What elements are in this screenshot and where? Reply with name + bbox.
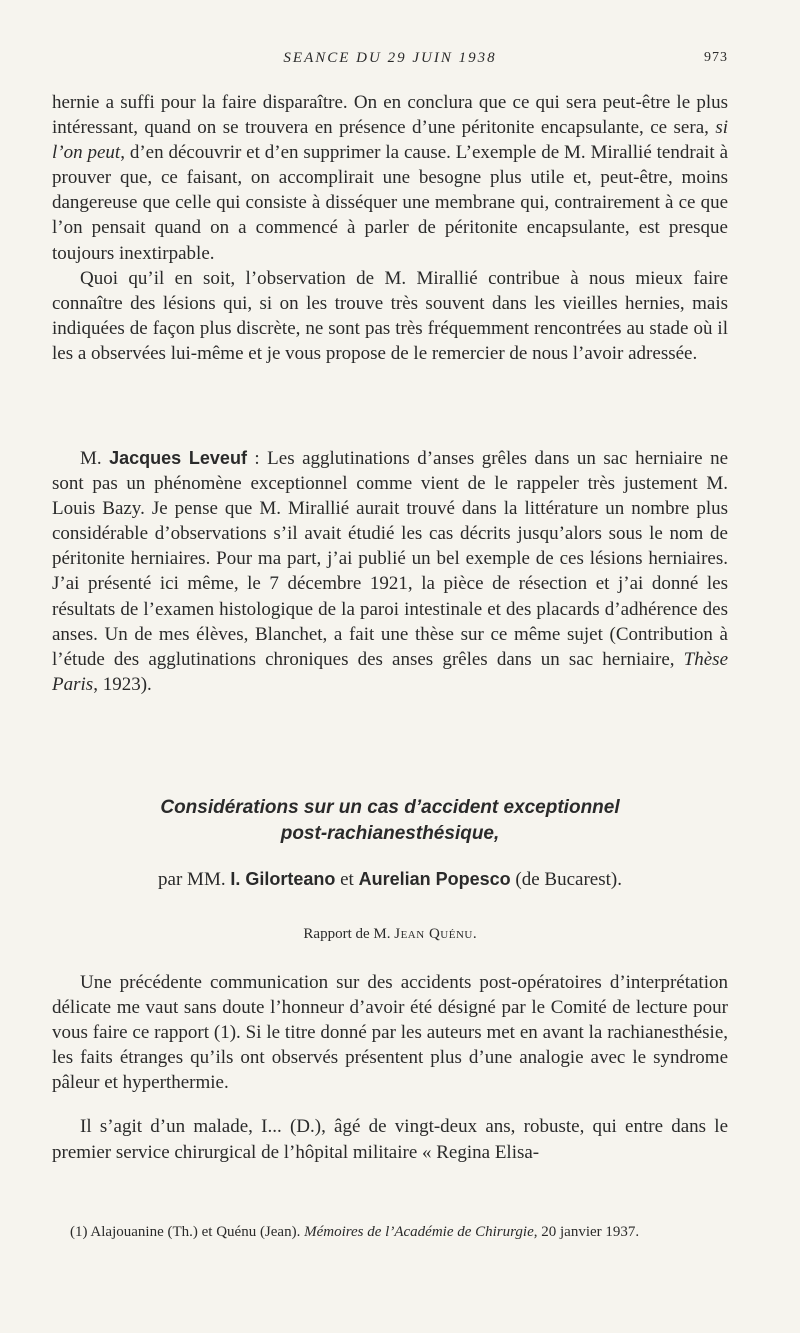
text-run: , d’en découvrir et d’en supprimer la cause. L’exemple de M. Mirallié tendrait à prouver que, ce faisant, on accomplirait une besogne plus utile et, peut-être, moins dangereuse que celle qui consiste à disséquer une membrane qui, contrairement à ce que l’on pensait quand on a commencé à parler de péritonite encapsulante, est presque toujours inextirpable. <box>52 142 729 264</box>
author-name: I. Gilorteano <box>230 869 336 889</box>
running-title: SEANCE DU 29 JUIN 1938 <box>283 50 497 66</box>
authors-line <box>52 869 728 891</box>
rapport-line <box>52 926 728 943</box>
text-run: : Les agglutinations d’anses grêles dans un sac herniaire ne sont pas un phénomène exceptionnel comme vient de le rappeler très justement M. Louis Bazy. Je pense que M. Mirallié aurait trouvé dans la littérature un nombre plus considérable d’observations s’il avait étudié les cas décrits jusqu’alors sous le nom de péritonite herniaires. Pour ma part, j’ai publié un bel exemple de ces lésions herniaires. J’ai présenté ici même, le 7 décembre 1921, la pièce de résection et j’ai donné les résultats de l’examen histologique de la paroi intestinale et des placards d’adhérence des anses. Un de mes élèves, Blanchet, a fait une thèse sur ce même sujet (Contribution à l’étude des agglutinations chroniques des anses grêles dans un sac herniaire, <box>52 448 729 670</box>
emphasis: si l’on peut <box>52 117 728 164</box>
paragraph: Il s’agit d’un malade, I... (D.), âgé de vingt-deux ans, robuste, qui entre dans le premier service chirurgical de l’hôpital militaire « Regina Elisa- <box>52 1116 728 1163</box>
paragraph: Quoi qu’il en soit, l’observation de M. Mirallié contribue à nous mieux faire connaître des lésions qui, si on les trouve très souvent dans les vieilles hernies, mais indiquées de façon plus discrète, ne sont pas très fréquemment rencontrées au stade où il les a observées lui-même et je vous propose de le remercier de nous l’avoir adressée. <box>52 267 728 364</box>
text-run: (de Bucarest). <box>510 869 622 890</box>
text-run: (1) Alajouanine (Th.) et Quénu (Jean). <box>70 1224 305 1240</box>
paragraph <box>52 90 728 266</box>
continuation-text <box>52 90 728 366</box>
paragraph: Une précédente communication sur des accidents post-opératoires d’interprétation délicate me vaut sans doute l’honneur d’avoir été désigné par le Comité de lecture pour vous faire ce rapport (1). Si le titre donné par les auteurs met en avant la rachianesthésie, les faits étranges qu’ils ont observés présentent plus d’une analogie avec le syndrome pâleur et hyperthermie. <box>52 972 728 1094</box>
title-line: post-rachianesthésique, <box>280 823 500 844</box>
text-run: M. <box>80 448 110 469</box>
author-name: Aurelian Popesco <box>358 869 511 889</box>
text-run: hernie a suffi pour la faire disparaître. On en conclura que ce qui sera peut-être le plus intéressant, quand on se trouvera en présence d’une péritonite encapsulante, ce sera, <box>52 92 728 139</box>
emphasis: Thèse Paris <box>52 648 728 695</box>
footnote <box>52 1223 728 1242</box>
speaker-name: Jacques Leveuf <box>109 448 247 468</box>
text-run: et <box>335 869 359 890</box>
text-run: , 1923). <box>93 673 152 695</box>
text-run: , 20 janvier 1937. <box>533 1224 640 1240</box>
text-run: Rapport de M. <box>303 926 395 942</box>
page <box>52 0 728 1333</box>
text-run: . <box>472 926 477 942</box>
report-text <box>52 970 728 1165</box>
rapporteur-name: Jean Quénu <box>394 926 473 942</box>
text-run: par MM. <box>158 869 231 890</box>
footnote-text <box>52 1223 728 1242</box>
emphasis: Mémoires de l’Académie de Chirurgie <box>304 1224 534 1240</box>
paragraph <box>52 446 728 697</box>
running-head <box>52 50 728 70</box>
section-title <box>52 795 728 847</box>
title-line: Considérations sur un cas d’accident exceptionnel <box>160 797 620 818</box>
intervention <box>52 446 728 697</box>
page-number: 973 <box>704 50 728 65</box>
